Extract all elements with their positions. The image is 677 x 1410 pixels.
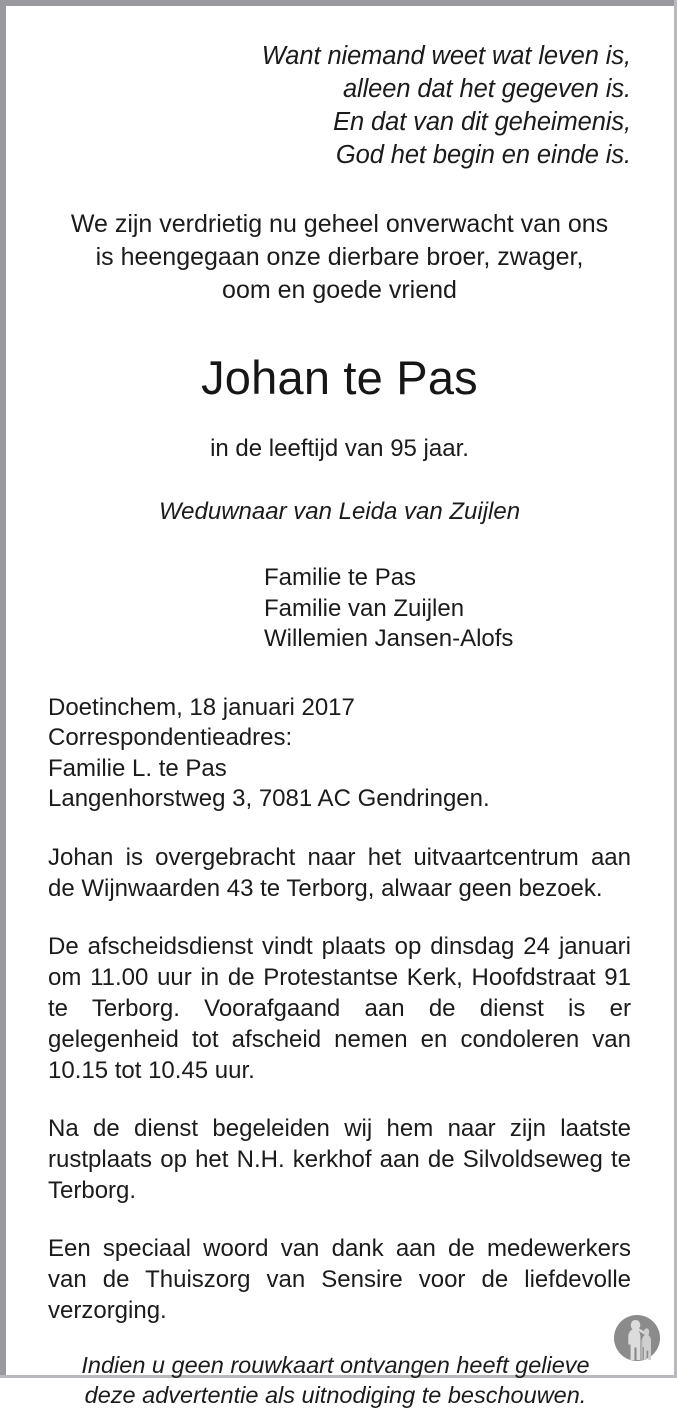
advert-sheet <box>6 6 674 1408</box>
poem-verse <box>48 6 631 172</box>
paragraph-thanks: Een speciaal woord van dank aan de medewerkers van de Thuiszorg van Sensire voor de liefdevolle verzorging. <box>48 1234 631 1324</box>
survivor-line-2: Familie van Zuijlen <box>264 594 465 622</box>
advert-content <box>48 6 631 1408</box>
poem-line-4: God het begin en einde is. <box>335 141 631 169</box>
survivor-line-3: Willemien Jansen-Alofs <box>264 625 514 652</box>
undertaker-logo-icon <box>612 1313 662 1363</box>
address-line-4: Langenhorstweg 3, 7081 AC Gendringen. <box>48 785 490 812</box>
closing-invitation-note <box>48 1326 631 1410</box>
address-line-2: Correspondentieadres: <box>48 724 293 751</box>
intro-line-1: We zijn verdrietig nu geheel onverwacht van ons <box>70 210 609 238</box>
intro-line-3: oom en goede vriend <box>222 276 457 304</box>
announcement-intro <box>48 172 631 307</box>
paragraph-burial: Na de dienst begeleiden wij hem naar zijn laatste rustplaats op het N.H. kerkhof aan de Silvoldseweg te Terborg. <box>48 1114 631 1204</box>
intro-line-2: is heengegaan onze dierbare broer, zwager, <box>95 243 584 271</box>
paragraph-funeral-home: Johan is overgebracht naar het uitvaartcentrum aan de Wijnwaarden 43 te Terborg, alwaar geen bezoek. <box>48 843 631 902</box>
address-line-3: Familie L. te Pas <box>48 754 227 782</box>
poem-line-2: alleen dat het gegeven is. <box>342 75 631 103</box>
poem-line-3: En dat van dit geheimenis, <box>333 108 631 136</box>
paragraph-service-detail: De afscheidsdienst vindt plaats op dinsdag 24 januari om 11.00 uur in de Protestantse Kerk, Hoofdstraat 91 te Terborg. Voorafgaand aan de dienst is er gelegenheid tot afscheid nemen en condoleren van 10.15 tot 10.45 uur. <box>48 932 631 1084</box>
survivors-list <box>48 527 631 655</box>
address-line-1: Doetinchem, 18 januari 2017 <box>48 693 355 721</box>
survivor-line-1: Familie te Pas <box>264 564 417 591</box>
age-line: in de leeftijd van 95 jaar. <box>210 435 469 462</box>
closing-line-1: Indien u geen rouwkaart ontvangen heeft gelieve <box>81 1351 590 1378</box>
widower-line: Weduwnaar van Leida van Zuijlen <box>158 498 521 525</box>
poem-line-1: Want niemand weet wat leven is, <box>261 42 631 70</box>
correspondence-address <box>48 655 631 815</box>
deceased-name: Johan te Pas <box>201 351 478 404</box>
closing-line-2: deze advertentie als uitnodiging te beschouwen. <box>84 1381 587 1408</box>
